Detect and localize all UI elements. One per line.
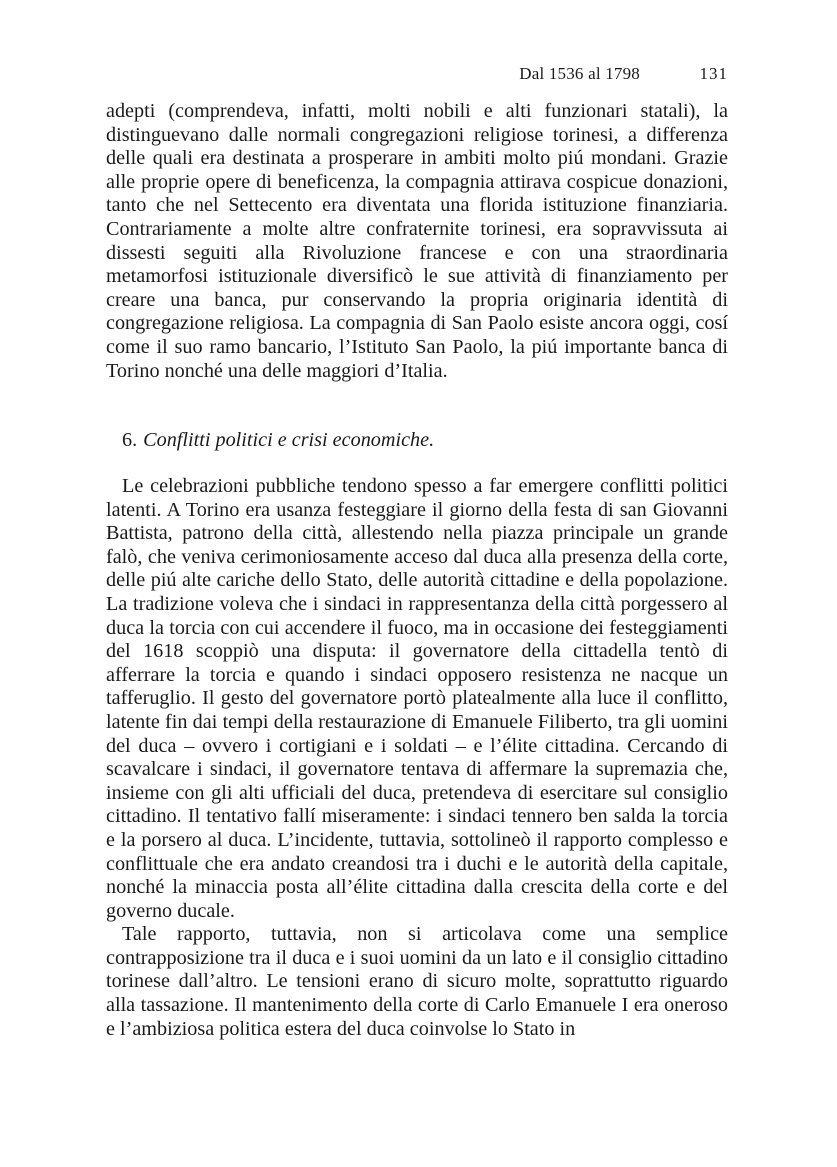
paragraph: Le celebrazioni pubbliche tendono spesso a far emergere conflitti politici latenti. A Torino era usanza festeggiare il giorno della festa di san Giovanni Battista, patrono della città, allestendo nella piazza principale un grande falò, che veniva cerimoniosamente acceso dal duca alla presenza della corte, delle piú alte cariche dello Stato, delle autorità cittadine e della popolazione. La tradizione voleva che i sindaci in rappresentanza della città porgessero al duca la torcia con cui accendere il fuoco, ma in occasione dei festeggiamenti del 1618 scoppiò una disputa: il governatore della cittadella tentò di afferrare la torcia e quando i sindaci opposero resistenza ne nacque un tafferuglio. Il gesto del governatore portò platealmente alla luce il conflitto, latente fin dai tempi della restaurazione di Emanuele Filiberto, tra gli uomini del duca – ovvero i cortigiani e i soldati – e l’élite cittadina. Cercando di scavalcare i sindaci, il governatore tentava di affermare la supremazia che, insieme con gli alti ufficiali del duca, pretendeva di esercitare sul consiglio cittadino. Il tentativo fallí miseramente: i sindaci tennero ben salda la torcia e la porsero al duca. L’incidente, tuttavia, sottolineò il rapporto complesso e conflittuale che era andato creandosi tra i duchi e le autorità della capitale, nonché la minaccia posta all’élite cittadina dalla crescita della corte e del governo ducale. <box>106 475 728 922</box>
body-text-bottom <box>106 475 728 1041</box>
running-head-title: Dal 1536 al 1798 <box>519 64 640 83</box>
running-head <box>106 64 728 88</box>
page-number: 131 <box>699 64 728 83</box>
body-text-top <box>106 100 728 383</box>
section-heading <box>122 428 728 452</box>
paragraph: Tale rapporto, tuttavia, non si articolava come una semplice contrapposizione tra il duca e i suoi uomini da un lato e il consiglio cittadino torinese dall’altro. Le tensioni erano di sicuro molte, soprattutto riguardo alla tassazione. Il mantenimento della corte di Carlo Emanuele I era oneroso e l’ambiziosa politica estera del duca coinvolse lo Stato in <box>106 923 728 1040</box>
section-title: Conflitti politici e crisi economiche. <box>143 429 435 451</box>
section-number: 6. <box>122 429 138 451</box>
paragraph: adepti (comprendeva, infatti, molti nobili e alti funzionari statali), la distinguevano dalle normali congregazioni religiose torinesi, a differenza delle quali era destinata a prosperare in ambiti molto piú mondani. Grazie alle proprie opere di beneficenza, la compagnia attirava cospicue donazioni, tanto che nel Settecento era diventata una florida istituzione finanziaria. Contrariamente a molte altre confraternite torinesi, era sopravvissuta ai dissesti seguiti alla Rivoluzione francese e con una straordinaria metamorfosi istituzionale diversificò le sue attività di finanziamento per creare una banca, pur conservando la propria originaria identità di congregazione religiosa. La compagnia di San Paolo esiste ancora oggi, cosí come il suo ramo bancario, l’Istituto San Paolo, la piú importante banca di Torino nonché una delle maggiori d’Italia. <box>106 100 728 382</box>
